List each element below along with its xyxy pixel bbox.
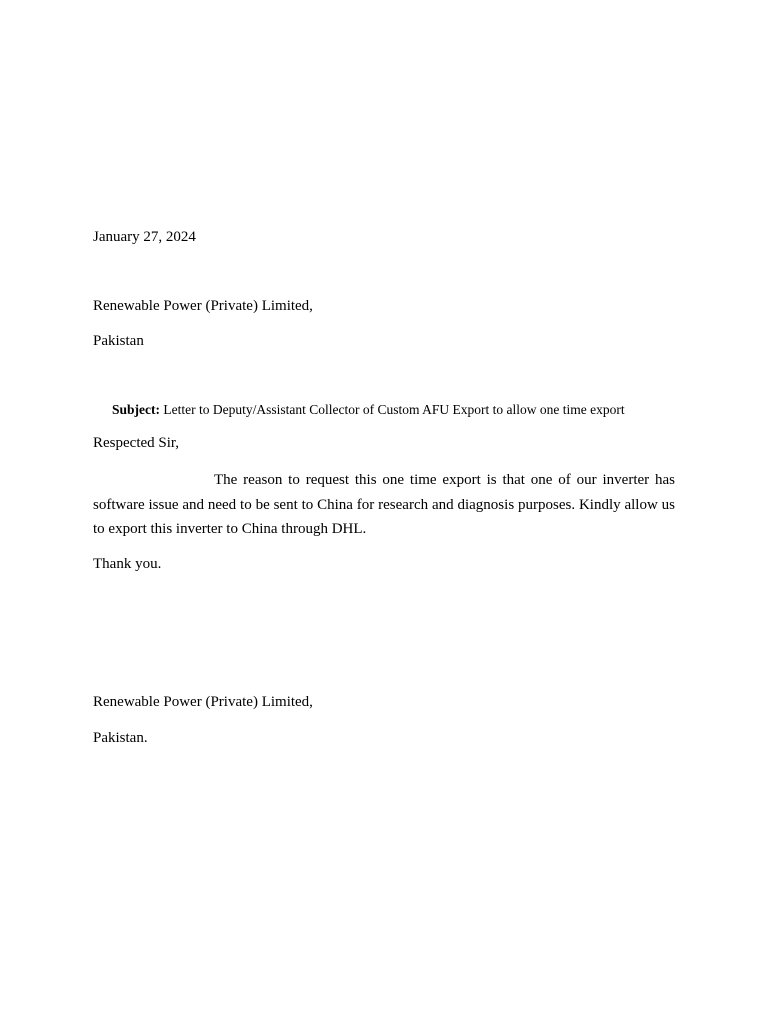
recipient-company: Renewable Power (Private) Limited,	[93, 298, 313, 314]
recipient-country: Pakistan	[93, 333, 144, 349]
body-paragraph: The reason to request this one time export is that one of our inverter has software issue and need to be sent to China for research and diagnosis purposes. Kindly allow us to export this inverter to China through DHL.	[93, 472, 675, 537]
subject-text: Letter to Deputy/Assistant Collector of Custom AFU Export to allow one time export	[163, 402, 625, 417]
letter-date: January 27, 2024	[93, 229, 196, 245]
subject-line	[112, 401, 625, 418]
sender-country: Pakistan.	[93, 730, 148, 746]
sender-company: Renewable Power (Private) Limited,	[93, 694, 313, 710]
closing: Thank you.	[93, 556, 162, 572]
subject-label: Subject:	[112, 402, 160, 417]
salutation: Respected Sir,	[93, 435, 180, 451]
